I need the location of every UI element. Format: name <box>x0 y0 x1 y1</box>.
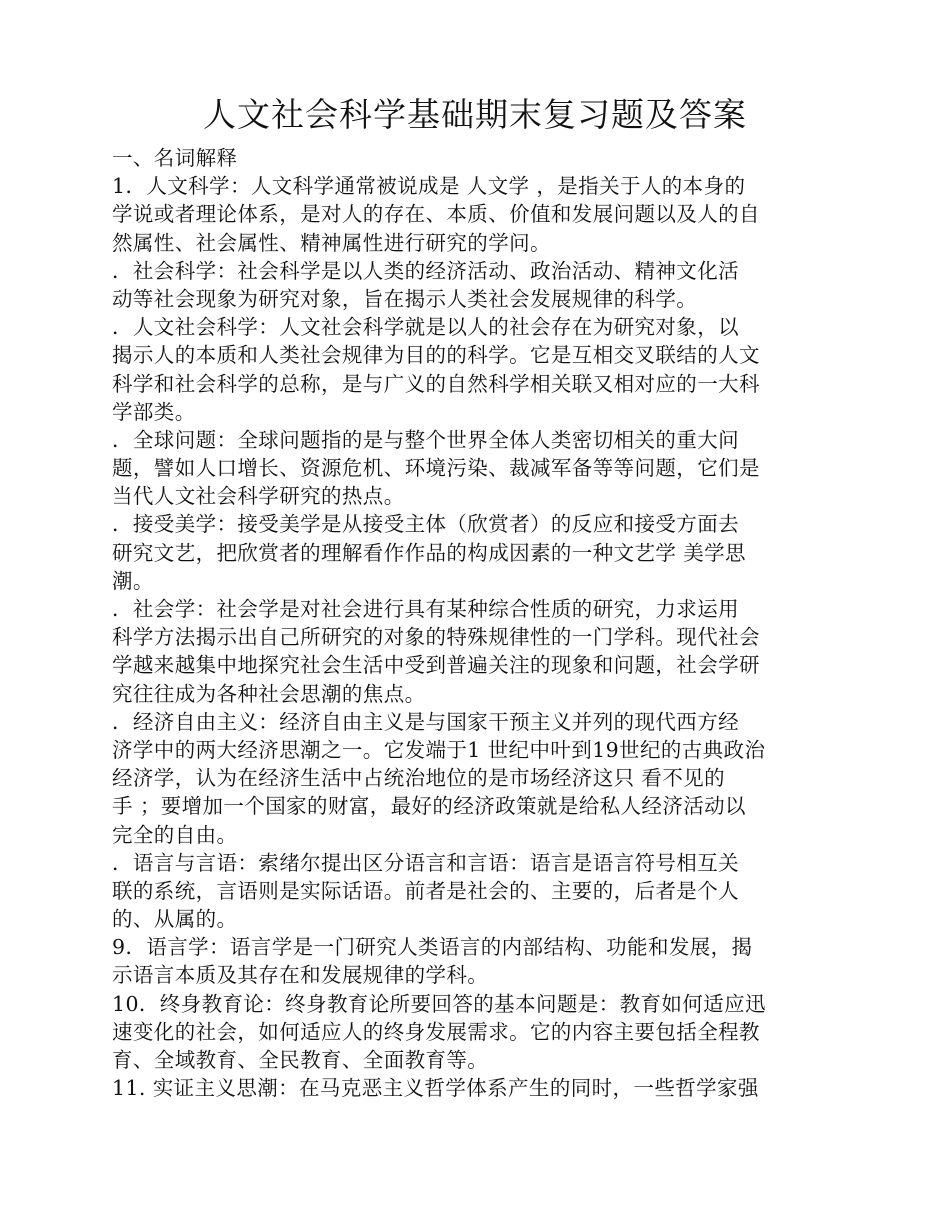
text-line: 科学方法揭示出自己所研究的对象的特殊规律性的一门学科。现代社会 <box>112 625 760 650</box>
text-line: ．语言与言语：索绪尔提出区分语言和言语：语言是语言符号相互关 <box>112 850 739 875</box>
text-line: ．人文社会科学：人文社会科学就是以人的社会存在为研究对象，以 <box>112 315 739 340</box>
text-line: ．全球问题：全球问题指的是与整个世界全体人类密切相关的重大问 <box>112 427 739 452</box>
text-line: 1．人文科学：人文科学通常被说成是 人文学 ，是指关于人的本身的 <box>112 174 746 199</box>
text-line: 速变化的社会，如何适应人的终身发展需求。它的内容主要包括全程教 <box>112 1019 760 1044</box>
text-line: 经济学，认为在经济生活中占统治地位的是市场经济这只 看不见的 <box>112 766 726 791</box>
section-heading: 一、名词解释 <box>112 146 238 170</box>
text-line: ．经济自由主义：经济自由主义是与国家干预主义并列的现代西方经 <box>112 709 739 734</box>
text-line: 究往往成为各种社会思潮的焦点。 <box>112 681 426 706</box>
text-line: 联的系统，言语则是实际话语。前者是社会的、主要的，后者是个人 <box>112 878 739 903</box>
text-line: 学说或者理论体系，是对人的存在、本质、价值和发展问题以及人的自 <box>112 202 760 227</box>
text-line: 完全的自由。 <box>112 822 238 847</box>
text-line: 的、从属的。 <box>112 907 238 932</box>
text-line: 学部类。 <box>112 399 196 424</box>
text-line: 当代人文社会科学研究的热点。 <box>112 484 405 509</box>
text-line: 10．终身教育论：终身教育论所要回答的基本问题是：教育如何适应迅 <box>112 991 766 1016</box>
text-line: 济学中的两大经济思潮之一。它发端于1 世纪中叶到19世纪的古典政治 <box>112 737 766 762</box>
text-line: ．接受美学：接受美学是从接受主体（欣赏者）的反应和接受方面去 <box>112 512 739 537</box>
text-line: 然属性、社会属性、精神属性进行研究的学问。 <box>112 230 551 255</box>
text-line: 揭示人的本质和人类社会规律为目的的科学。它是互相交叉联结的人文 <box>112 343 760 368</box>
text-line: ．社会科学：社会科学是以人类的经济活动、政治活动、精神文化活 <box>112 258 739 283</box>
document-body <box>112 144 842 1102</box>
document-title: 人文社会科学基础期末复习题及答案 <box>203 95 747 134</box>
text-line: 学越来越集中地探究社会生活中受到普遍关注的现象和问题，社会学研 <box>112 653 760 678</box>
text-line: 动等社会现象为研究对象，旨在揭示人类社会发展规律的科学。 <box>112 286 698 311</box>
text-line: 题，譬如人口增长、资源危机、环境污染、裁减军备等等问题，它们是 <box>112 456 760 481</box>
text-line: 潮。 <box>112 568 154 593</box>
text-line: 研究文艺，把欣赏者的理解看作作品的构成因素的一种文艺学 美学思 <box>112 540 746 565</box>
text-line: ．社会学：社会学是对社会进行具有某种综合性质的研究，力求运用 <box>112 597 739 621</box>
text-line: 育、全域教育、全民教育、全面教育等。 <box>112 1048 489 1072</box>
text-line: 手 ；要增加一个国家的财富，最好的经济政策就是给私人经济活动以 <box>112 794 746 819</box>
text-line: 9．语言学：语言学是一门研究人类语言的内部结构、功能和发展，揭 <box>112 935 753 960</box>
text-line: 科学和社会科学的总称，是与广义的自然科学相关联又相对应的一大科 <box>112 371 760 396</box>
text-line: 示语言本质及其存在和发展规律的学科。 <box>112 963 489 988</box>
text-line: 11. 实证主义思潮：在马克恶主义哲学体系产生的同时，一些哲学家强 <box>112 1076 759 1101</box>
